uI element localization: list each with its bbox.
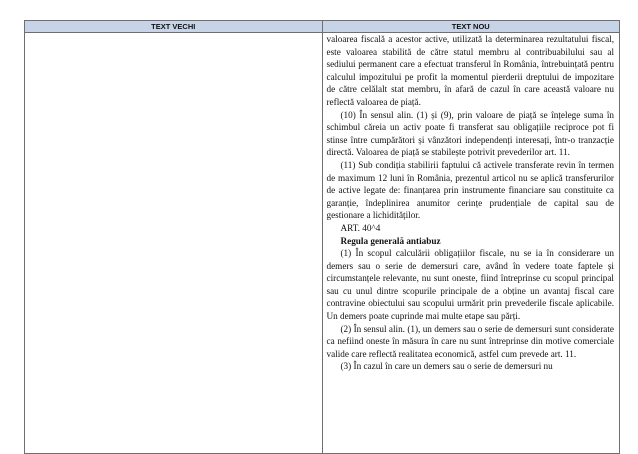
article-title: Regula generală antiabuz bbox=[340, 235, 441, 246]
paragraph-continuation: valoarea fiscală a acestor active, utilizată la determinarea rezultatului fiscal, este valoarea stabilită de către statul membru al contribuabilului sau al sediului permanent care a efectuat transferul în România, întrebuințată pentru calculul impozitului pe profit la momentul pierderii dreptului de impozitare de către celălalt stat membru, în afară de cazul în care această valoare nu reflectă valoarea de piață. bbox=[326, 34, 614, 107]
header-old-text: TEXT VECHI bbox=[25, 21, 323, 33]
paragraph-alin-10: (10) În sensul alin. (1) și (9), prin valoare de piață se înțelege suma în schimbul căreia un activ poate fi transferat sau obligațiile reciproce pot fi stinse între cumpărători și vânzători independenți interesați, într-o tranzacție directă. Valoarea de piață se stabilește potrivit prevederilor art. 11. bbox=[326, 109, 614, 158]
table-header-row bbox=[25, 21, 620, 33]
paragraph-alin-1: (1) În scopul calculării obligațiilor fiscale, nu se ia în considerare un demers sau o serie de demersuri care, având în vedere toate faptele și circumstanțele relevante, nu sunt oneste, fiind întreprinse cu scopul principal sau cu unul dintre scopurile principale de a obține un avantaj fiscal care contravine obiectului sau scopului urmărit prin prevederile fiscale aplicabile. Un demers poate cuprinde mai multe etape sau părți. bbox=[326, 248, 614, 322]
comparison-table bbox=[24, 20, 620, 454]
header-new-text: TEXT NOU bbox=[322, 21, 620, 33]
old-text-cell bbox=[25, 33, 323, 454]
article-number: ART. 40^4 bbox=[340, 222, 381, 233]
new-text-cell bbox=[322, 33, 620, 454]
table-row bbox=[25, 33, 620, 454]
paragraph-alin-11: (11) Sub condiția stabilirii faptului că activele transferate revin în termen de maximum 12 luni în România, prezentul articol nu se aplică transferurilor de active legate de: finanțarea prin instrumente financiare sau constituite ca garanție, îndeplinirea anumitor cerințe prudențiale de capital sau de gestionare a lichidităților. bbox=[326, 159, 614, 221]
paragraph-alin-3: (3) În cazul în care un demers sau o serie de demersuri nu bbox=[340, 361, 553, 372]
paragraph-alin-2: (2) În sensul alin. (1), un demers sau o serie de demersuri sunt considerate ca nefiind oneste în măsura în care nu sunt întreprinse din motive comerciale valide care reflectă realitatea economică, astfel cum prevede art. 11. bbox=[326, 323, 614, 359]
new-text-content bbox=[323, 33, 620, 373]
